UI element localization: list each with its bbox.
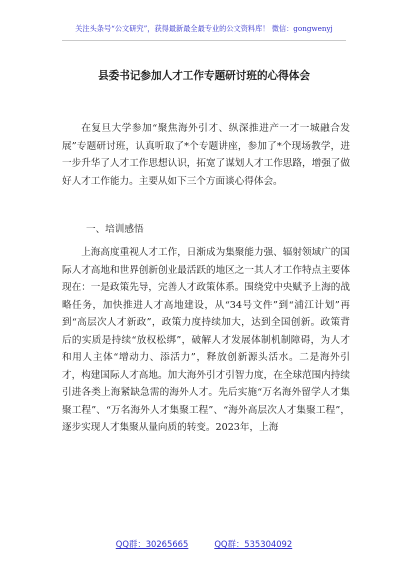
footer-banner bbox=[0, 538, 408, 550]
body-paragraph: 上海高度重视人才工作，日渐成为集聚能力强、辐射领域广的国际人才高地和世界创新创业最活跃的地区之一其人才工作特点主要体现在：一是政策先导，完善人才政策体系。围绕党中央赋予上海的战略任务，加快推进人才高地建设，从“34号文件”到“浦江计划”再到“高层次人才新政”，政策力度持续加大，达到全国创新。政策背后的实质是持续“放权松绑”，破解人才发展体制机制障碍，为人才和用人主体“增动力、添活力”，释放创新源头活水。二是海外引才，构建国际人才高地。加大海外引才引智力度，在全球范围内持续引进各类上海紧缺急需的海外人才。先后实施“万名海外留学人才集聚工程”、“万名海外人才集聚工程”、“海外高层次人才集聚工程”，逐步实现人才集聚从量向质的转变。2023年，上海 bbox=[62, 247, 350, 433]
document-title: 县委书记参加人才工作专题研讨班的心得体会 bbox=[98, 70, 310, 82]
header-banner: 关注头条号“公文研究”，获得最新最全最专业的公文资料库！ 微信：gongwenyj bbox=[75, 24, 333, 33]
intro-paragraph: 在复旦大学参加“聚焦海外引才、纵深推进产一才一城融合发展”专题研讨班，认真听取了*个专题讲座，参加了*个现场教学，进一步升华了人才工作思想认识，拓宽了谋划人才工作思路，增强了做好人才工作能力。主要从如下三个方面谈心得体会。 bbox=[62, 123, 350, 187]
header-divider bbox=[62, 40, 346, 41]
qq-group-1[interactable]: QQ群：30265665 bbox=[115, 539, 189, 549]
qq-group-2[interactable]: QQ群：535304092 bbox=[214, 539, 293, 549]
section-heading: 一、培训感悟 bbox=[86, 224, 144, 235]
